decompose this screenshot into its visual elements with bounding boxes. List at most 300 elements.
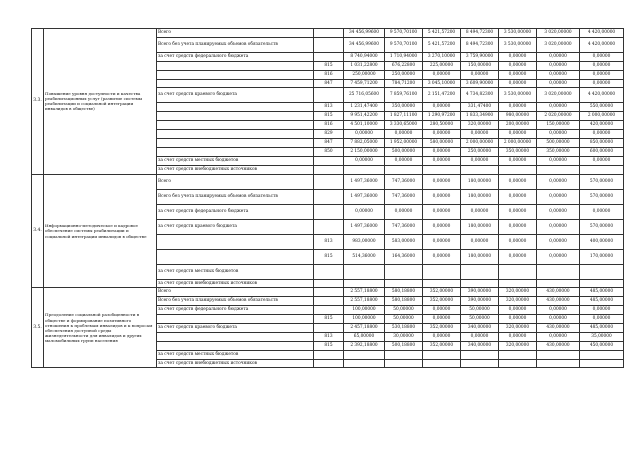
value-cell: 0,00000 — [580, 130, 624, 139]
value-cell: 580,00000 — [423, 139, 461, 148]
value-cell: 0,00000 — [580, 204, 624, 219]
row-label: за счет средств местных бюджетов — [157, 264, 314, 279]
row-label: за счет средств федерального бюджета — [157, 306, 314, 315]
value-cell: 0,00000 — [344, 204, 385, 219]
value-cell: 1 952,00000 — [385, 139, 423, 148]
value-cell — [385, 359, 423, 368]
value-cell: 2 557,18800 — [344, 288, 385, 297]
value-cell — [423, 264, 461, 279]
value-cell: 250,00000 — [385, 70, 423, 79]
budget-code: 815 — [314, 61, 344, 70]
budget-code — [314, 350, 344, 359]
value-cell: 0,00000 — [344, 130, 385, 139]
value-cell — [461, 350, 499, 359]
value-cell — [344, 350, 385, 359]
value-cell: 100,00000 — [344, 306, 385, 315]
value-cell: 150,00000 — [461, 61, 499, 70]
row-label — [157, 234, 314, 249]
value-cell: 600,00000 — [580, 147, 624, 156]
budget-code: 847 — [314, 139, 344, 148]
row-label: за счет средств местных бюджетов — [157, 156, 314, 165]
value-cell: 0,00000 — [461, 332, 499, 341]
value-cell: 3 045,10000 — [423, 79, 461, 88]
value-cell: 0,00000 — [423, 234, 461, 249]
value-cell: 4 420,00000 — [580, 37, 624, 52]
value-cell: 0,00000 — [499, 332, 537, 341]
value-cell: 0,00000 — [537, 315, 580, 324]
value-cell: 0,00000 — [499, 306, 537, 315]
value-cell: 50,00000 — [385, 315, 423, 324]
value-cell: 1 231,47400 — [344, 103, 385, 112]
value-cell: 570,00000 — [580, 219, 624, 234]
value-cell: 225,00000 — [423, 61, 461, 70]
value-cell: 0,00000 — [461, 204, 499, 219]
row-label: за счет средств местных бюджетов — [157, 350, 314, 359]
row-label: Всего без учета планируемых объемов обязательств — [157, 37, 314, 52]
value-cell: 8 740,94000 — [344, 52, 385, 61]
value-cell: 352,00000 — [423, 288, 461, 297]
value-cell: 0,00000 — [537, 234, 580, 249]
value-cell: 0,00000 — [423, 130, 461, 139]
value-cell: 0,00000 — [423, 189, 461, 204]
value-cell: 850,00000 — [580, 139, 624, 148]
value-cell: 5 421,57200 — [423, 29, 461, 38]
value-cell — [499, 350, 537, 359]
value-cell: 34 456,99600 — [344, 37, 385, 52]
row-label: за счет средств внебюджетных источников — [157, 165, 314, 174]
section-number: 3.4. — [32, 174, 44, 288]
budget-code — [314, 306, 344, 315]
value-cell: 9 570,70100 — [385, 37, 423, 52]
budget-code — [314, 165, 344, 174]
value-cell — [423, 165, 461, 174]
value-cell: 0,00000 — [385, 156, 423, 165]
value-cell: 550,00000 — [580, 103, 624, 112]
value-cell: 0,00000 — [385, 130, 423, 139]
value-cell: 0,00000 — [385, 204, 423, 219]
budget-code — [314, 52, 344, 61]
value-cell — [580, 350, 624, 359]
value-cell: 3 020,00000 — [537, 37, 580, 52]
value-cell: 0,00000 — [580, 70, 624, 79]
value-cell: 2 150,00000 — [344, 147, 385, 156]
value-cell: 5 421,57200 — [423, 37, 461, 52]
value-cell: 0,00000 — [537, 61, 580, 70]
value-cell: 0,00000 — [423, 103, 461, 112]
row-label: Всего без учета планируемых объемов обязательств — [157, 297, 314, 306]
value-cell — [385, 264, 423, 279]
budget-code — [314, 288, 344, 297]
value-cell: 1 290,97200 — [423, 112, 461, 121]
value-cell — [461, 279, 499, 288]
value-cell: 7 882,05000 — [344, 139, 385, 148]
value-cell: 0,00000 — [537, 174, 580, 189]
value-cell: 0,00000 — [499, 52, 537, 61]
value-cell: 352,00000 — [423, 297, 461, 306]
value-cell: 30,00000 — [385, 332, 423, 341]
row-label: Всего — [157, 29, 314, 38]
value-cell — [580, 264, 624, 279]
value-cell — [461, 359, 499, 368]
budget-code — [314, 156, 344, 165]
value-cell — [423, 359, 461, 368]
row-label — [157, 70, 314, 79]
value-cell — [423, 350, 461, 359]
value-cell: 0,00000 — [580, 61, 624, 70]
value-cell — [580, 359, 624, 368]
value-cell: 35,00000 — [580, 332, 624, 341]
budget-code — [314, 359, 344, 368]
budget-code — [314, 88, 344, 103]
row-label: за счет средств краевого бюджета — [157, 219, 314, 234]
value-cell: 34 456,99600 — [344, 29, 385, 38]
value-cell: 200,00000 — [499, 121, 537, 130]
value-cell: 530,18800 — [385, 324, 423, 333]
value-cell: 2 557,18800 — [344, 297, 385, 306]
budget-code: 815 — [314, 315, 344, 324]
value-cell: 1 710,94000 — [385, 52, 423, 61]
value-cell: 0,00000 — [423, 174, 461, 189]
value-cell: 1 031,22800 — [344, 61, 385, 70]
value-cell: 0,00000 — [423, 315, 461, 324]
row-label — [157, 79, 314, 88]
value-cell: 0,00000 — [537, 103, 580, 112]
value-cell: 583,00000 — [385, 234, 423, 249]
value-cell: 0,00000 — [461, 234, 499, 249]
value-cell: 0,00000 — [499, 204, 537, 219]
value-cell: 4 501,10000 — [344, 121, 385, 130]
value-cell: 0,00000 — [537, 306, 580, 315]
value-cell: 3 020,00000 — [537, 29, 580, 38]
budget-code — [314, 324, 344, 333]
budget-code: 813 — [314, 103, 344, 112]
value-cell: 0,00000 — [499, 103, 537, 112]
row-label — [157, 139, 314, 148]
row-label: Всего — [157, 174, 314, 189]
value-cell: 500,00000 — [537, 139, 580, 148]
value-cell: 2 000,00000 — [499, 139, 537, 148]
table-row — [32, 29, 624, 38]
value-cell: 320,00000 — [499, 324, 537, 333]
value-cell: 0,00000 — [499, 189, 537, 204]
budget-code: 815 — [314, 112, 344, 121]
value-cell: 0,00000 — [461, 130, 499, 139]
value-cell: 747,36000 — [385, 219, 423, 234]
value-cell: 2 151,47200 — [423, 88, 461, 103]
table-row — [32, 174, 624, 189]
value-cell: 1 827,11100 — [385, 112, 423, 121]
value-cell: 8 494,72300 — [461, 37, 499, 52]
value-cell: 3 270,10000 — [423, 52, 461, 61]
value-cell: 500,00000 — [385, 147, 423, 156]
value-cell: 676,22800 — [385, 61, 423, 70]
value-cell: 2 000,00000 — [461, 139, 499, 148]
value-cell: 150,00000 — [537, 121, 580, 130]
value-cell: 0,00000 — [344, 156, 385, 165]
value-cell: 164,36000 — [385, 249, 423, 264]
value-cell: 747,36000 — [385, 174, 423, 189]
value-cell: 1 497,36000 — [344, 219, 385, 234]
row-label — [157, 61, 314, 70]
value-cell: 0,00000 — [537, 52, 580, 61]
value-cell: 0,00000 — [537, 156, 580, 165]
value-cell: 1 497,36000 — [344, 174, 385, 189]
value-cell: 570,00000 — [580, 174, 624, 189]
section-description: Информационно-методическое и кадровое обеспечение системы реабилитации и социальной интеграции инвалидов в обществе — [44, 174, 157, 288]
value-cell: 0,00000 — [499, 156, 537, 165]
value-cell: 2 392,18800 — [344, 341, 385, 350]
value-cell: 3 020,00000 — [537, 88, 580, 103]
budget-code: 816 — [314, 121, 344, 130]
value-cell: 400,00000 — [580, 234, 624, 249]
value-cell: 0,00000 — [537, 219, 580, 234]
row-label: Всего без учета планируемых объемов обязательств — [157, 189, 314, 204]
value-cell: 350,00000 — [499, 147, 537, 156]
value-cell: 0,00000 — [580, 315, 624, 324]
value-cell: 580,18800 — [385, 297, 423, 306]
value-cell: 0,00000 — [537, 249, 580, 264]
budget-code — [314, 204, 344, 219]
value-cell: 0,00000 — [423, 70, 461, 79]
value-cell: 0,00000 — [423, 219, 461, 234]
value-cell: 3 609,90000 — [461, 79, 499, 88]
value-cell: 0,00000 — [580, 306, 624, 315]
value-cell: 0,00000 — [499, 315, 537, 324]
budget-code: 816 — [314, 70, 344, 79]
value-cell: 0,00000 — [499, 79, 537, 88]
value-cell: 100,00000 — [344, 315, 385, 324]
value-cell — [385, 350, 423, 359]
budget-code: 847 — [314, 79, 344, 88]
value-cell: 50,00000 — [385, 306, 423, 315]
budget-code — [314, 279, 344, 288]
value-cell: 570,00000 — [580, 189, 624, 204]
value-cell: 980,00000 — [499, 112, 537, 121]
value-cell — [385, 279, 423, 288]
value-cell: 280,50000 — [423, 121, 461, 130]
value-cell: 0,00000 — [423, 306, 461, 315]
value-cell: 784,71200 — [385, 79, 423, 88]
value-cell: 0,00000 — [499, 61, 537, 70]
row-label: за счет средств внебюджетных источников — [157, 359, 314, 368]
value-cell — [580, 165, 624, 174]
value-cell: 0,00000 — [537, 332, 580, 341]
value-cell: 0,00000 — [580, 156, 624, 165]
value-cell: 180,00000 — [461, 174, 499, 189]
value-cell: 500,18800 — [385, 341, 423, 350]
value-cell: 430,00000 — [537, 341, 580, 350]
row-label — [157, 112, 314, 121]
row-label — [157, 332, 314, 341]
value-cell: 0,00000 — [423, 249, 461, 264]
budget-table-body — [32, 29, 624, 368]
value-cell: 0,00000 — [423, 156, 461, 165]
value-cell: 1 833,34900 — [461, 112, 499, 121]
value-cell: 8 494,72300 — [461, 29, 499, 38]
value-cell: 430,00000 — [537, 288, 580, 297]
value-cell: 4 420,00000 — [580, 88, 624, 103]
value-cell: 320,00000 — [499, 297, 537, 306]
value-cell: 180,00000 — [461, 219, 499, 234]
value-cell — [499, 165, 537, 174]
budget-code — [314, 174, 344, 189]
row-label: за счет средств федерального бюджета — [157, 204, 314, 219]
value-cell — [537, 279, 580, 288]
section-description: Преодоление социальной разобщенности в обществе и формирование позитивного отношения к проблемам инвалидов и к вопросам обеспечения доступной среды жизнедеятельности для инвалидов и других маломобильных групп населения — [44, 288, 157, 368]
value-cell: 340,00000 — [461, 324, 499, 333]
value-cell: 350,00000 — [385, 103, 423, 112]
value-cell: 430,00000 — [537, 324, 580, 333]
value-cell: 7 459,71200 — [344, 79, 385, 88]
value-cell: 3 330,65000 — [385, 121, 423, 130]
value-cell: 983,00000 — [344, 234, 385, 249]
value-cell: 747,36000 — [385, 189, 423, 204]
row-label: за счет средств федерального бюджета — [157, 52, 314, 61]
value-cell: 0,00000 — [499, 70, 537, 79]
value-cell: 0,00000 — [580, 52, 624, 61]
value-cell: 4 420,00000 — [580, 29, 624, 38]
value-cell — [537, 359, 580, 368]
value-cell: 390,00000 — [461, 297, 499, 306]
row-label — [157, 249, 314, 264]
budget-code: 815 — [314, 341, 344, 350]
value-cell: 7 859,76100 — [385, 88, 423, 103]
value-cell — [385, 165, 423, 174]
value-cell: 50,00000 — [461, 315, 499, 324]
value-cell — [344, 359, 385, 368]
value-cell: 2 457,18800 — [344, 324, 385, 333]
value-cell: 0,00000 — [537, 79, 580, 88]
budget-code: 813 — [314, 234, 344, 249]
value-cell: 0,00000 — [537, 204, 580, 219]
row-label: за счет средств краевого бюджета — [157, 324, 314, 333]
value-cell: 180,00000 — [461, 249, 499, 264]
value-cell: 2 000,00000 — [580, 112, 624, 121]
value-cell: 0,00000 — [499, 130, 537, 139]
value-cell: 9 570,70100 — [385, 29, 423, 38]
value-cell: 2 020,00000 — [537, 112, 580, 121]
budget-code — [314, 297, 344, 306]
value-cell: 0,00000 — [537, 189, 580, 204]
value-cell: 485,00000 — [580, 324, 624, 333]
section-description: Повышение уровня доступности и качества реабилитационных услуг (развитие системы реабилитации и социальной интеграции инвалидов в обществе) — [44, 29, 157, 175]
value-cell: 1 497,36000 — [344, 189, 385, 204]
value-cell: 430,00000 — [537, 297, 580, 306]
value-cell: 390,00000 — [461, 288, 499, 297]
value-cell: 320,00000 — [499, 341, 537, 350]
value-cell: 170,00000 — [580, 249, 624, 264]
value-cell: 352,00000 — [423, 324, 461, 333]
budget-code: 813 — [314, 332, 344, 341]
budget-code — [314, 37, 344, 52]
value-cell: 3 530,00000 — [499, 88, 537, 103]
value-cell: 0,00000 — [499, 219, 537, 234]
row-label: Всего — [157, 288, 314, 297]
value-cell: 0,00000 — [499, 234, 537, 249]
value-cell: 3 530,00000 — [499, 29, 537, 38]
value-cell: 3 759,90000 — [461, 52, 499, 61]
row-label — [157, 315, 314, 324]
row-label — [157, 341, 314, 350]
value-cell — [499, 359, 537, 368]
section-number: 3.5. — [32, 288, 44, 368]
row-label — [157, 147, 314, 156]
budget-code — [314, 219, 344, 234]
value-cell — [461, 165, 499, 174]
value-cell: 250,00000 — [461, 147, 499, 156]
budget-code: 815 — [314, 249, 344, 264]
value-cell — [499, 279, 537, 288]
value-cell: 485,00000 — [580, 288, 624, 297]
value-cell: 320,00000 — [499, 288, 537, 297]
value-cell: 485,00000 — [580, 297, 624, 306]
value-cell: 340,00000 — [461, 341, 499, 350]
budget-code — [314, 189, 344, 204]
value-cell: 450,00000 — [580, 341, 624, 350]
value-cell: 65,00000 — [344, 332, 385, 341]
value-cell: 0,00000 — [580, 79, 624, 88]
value-cell — [537, 165, 580, 174]
value-cell: 0,00000 — [537, 70, 580, 79]
budget-code: 829 — [314, 130, 344, 139]
value-cell — [344, 279, 385, 288]
value-cell — [580, 279, 624, 288]
value-cell: 0,00000 — [423, 332, 461, 341]
value-cell — [537, 264, 580, 279]
value-cell: 0,00000 — [499, 249, 537, 264]
value-cell — [461, 264, 499, 279]
value-cell: 180,00000 — [461, 189, 499, 204]
value-cell — [344, 165, 385, 174]
value-cell: 4 734,82300 — [461, 88, 499, 103]
row-label — [157, 121, 314, 130]
value-cell: 0,00000 — [499, 174, 537, 189]
value-cell: 580,18800 — [385, 288, 423, 297]
table-row — [32, 288, 624, 297]
value-cell: 352,00000 — [423, 341, 461, 350]
budget-code: 850 — [314, 147, 344, 156]
value-cell: 331,47400 — [461, 103, 499, 112]
row-label — [157, 103, 314, 112]
row-label: за счет средств краевого бюджета — [157, 88, 314, 103]
value-cell: 9 951,42200 — [344, 112, 385, 121]
value-cell: 250,00000 — [344, 70, 385, 79]
value-cell: 0,00000 — [461, 156, 499, 165]
budget-table — [31, 28, 624, 368]
value-cell — [344, 264, 385, 279]
value-cell: 3 530,00000 — [499, 37, 537, 52]
value-cell: 420,00000 — [580, 121, 624, 130]
section-number: 3.3. — [32, 29, 44, 175]
budget-code — [314, 264, 344, 279]
value-cell: 0,00000 — [423, 204, 461, 219]
value-cell — [537, 350, 580, 359]
row-label: за счет средств внебюджетных источников — [157, 279, 314, 288]
value-cell: 320,00000 — [461, 121, 499, 130]
value-cell: 350,00000 — [537, 147, 580, 156]
budget-code — [314, 29, 344, 38]
value-cell: 0,00000 — [423, 147, 461, 156]
value-cell: 514,36000 — [344, 249, 385, 264]
value-cell: 0,00000 — [461, 70, 499, 79]
budget-table-page — [31, 28, 623, 368]
value-cell: 50,00000 — [461, 306, 499, 315]
value-cell: 25 716,05600 — [344, 88, 385, 103]
value-cell: 0,00000 — [537, 130, 580, 139]
value-cell — [423, 279, 461, 288]
row-label — [157, 130, 314, 139]
value-cell — [499, 264, 537, 279]
